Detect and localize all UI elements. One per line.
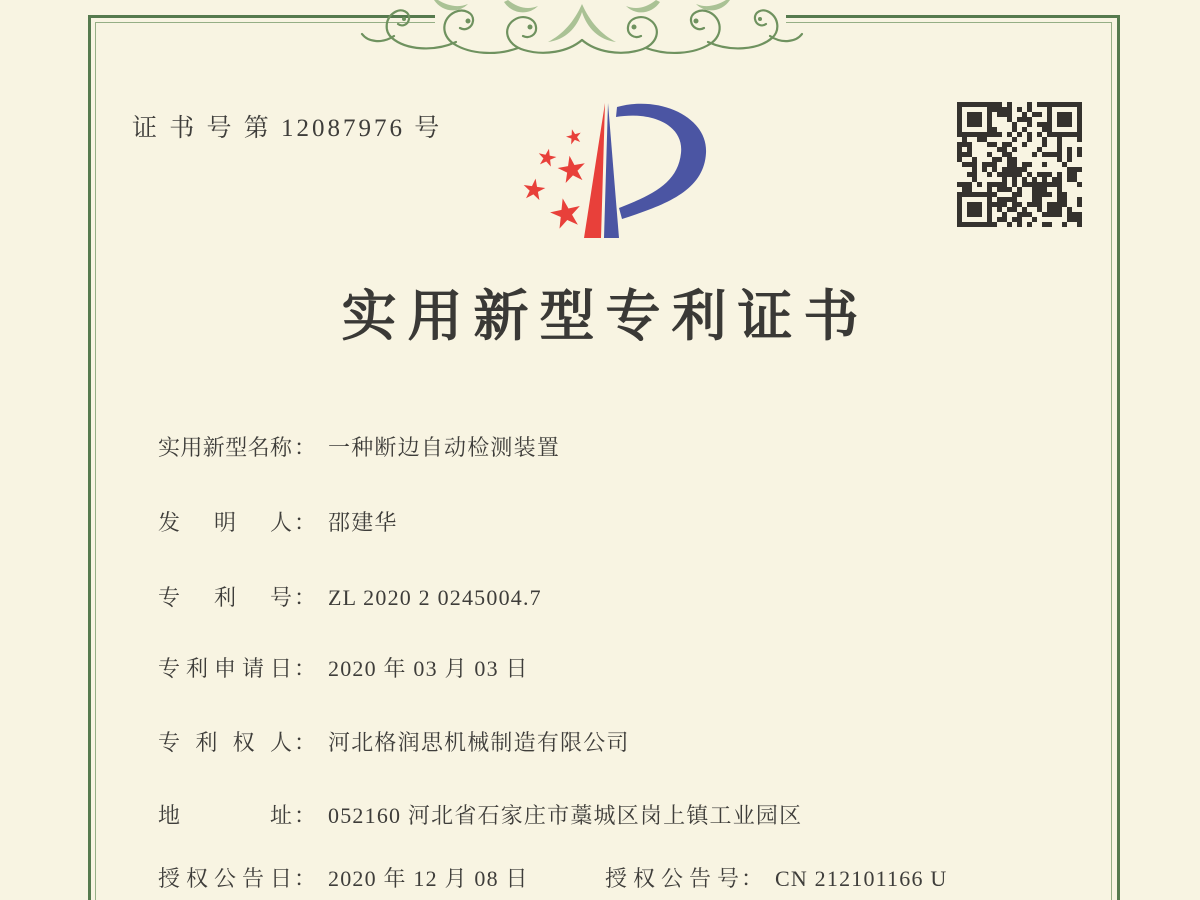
star-icon bbox=[556, 153, 588, 184]
field-value: 河北格润思机械制造有限公司 bbox=[328, 730, 630, 755]
border-inner-left bbox=[95, 22, 96, 900]
colon: ： bbox=[294, 585, 317, 610]
colon: ： bbox=[294, 656, 317, 681]
colon: ： bbox=[294, 803, 317, 828]
field-value: 052160 河北省石家庄市藁城区岗上镇工业园区 bbox=[328, 803, 803, 828]
logo-p-bowl bbox=[616, 104, 706, 219]
field-label: 专利号 bbox=[158, 585, 292, 610]
logo-wedge-red bbox=[584, 103, 605, 238]
field-value: 邵建华 bbox=[328, 510, 398, 535]
cnipa-patent-logo-icon bbox=[500, 95, 720, 245]
field-row-patent-no bbox=[158, 583, 542, 613]
border-inner-top-right bbox=[786, 22, 1112, 23]
field-row-address bbox=[158, 801, 802, 831]
colon: ： bbox=[294, 730, 317, 755]
colon: ： bbox=[741, 866, 764, 891]
logo-wedge-blue bbox=[604, 103, 619, 238]
field-label: 地址 bbox=[158, 803, 292, 828]
star-icon bbox=[537, 147, 558, 168]
field-row-grant-no bbox=[605, 864, 947, 894]
field-row-name bbox=[158, 433, 560, 463]
field-value: 2020 年 12 月 08 日 bbox=[328, 866, 529, 891]
border-right bbox=[1117, 15, 1120, 900]
star-icon bbox=[522, 177, 547, 201]
border-left bbox=[88, 15, 91, 900]
field-row-grant-date bbox=[158, 864, 529, 894]
colon: ： bbox=[294, 510, 317, 535]
field-value: CN 212101166 U bbox=[775, 866, 948, 891]
colon: ： bbox=[294, 866, 317, 891]
star-icon bbox=[548, 195, 584, 230]
star-icon bbox=[565, 127, 583, 145]
floral-ornament-icon bbox=[358, 0, 806, 56]
field-value: ZL 2020 2 0245004.7 bbox=[328, 585, 542, 610]
field-label: 发明人 bbox=[158, 510, 292, 535]
field-row-filing-date bbox=[158, 654, 529, 684]
field-value: 一种断边自动检测装置 bbox=[328, 435, 561, 460]
certificate-number: 证 书 号 第 12087976 号 bbox=[132, 115, 443, 142]
field-label: 授权公告号 bbox=[605, 866, 739, 891]
field-label: 专利申请日 bbox=[158, 656, 292, 681]
logo-stars bbox=[522, 127, 588, 230]
qr-code bbox=[957, 102, 1082, 227]
colon: ： bbox=[294, 435, 317, 460]
border-inner-right bbox=[1111, 22, 1112, 900]
field-row-inventor bbox=[158, 508, 398, 538]
field-row-patentee bbox=[158, 728, 630, 758]
certificate-title: 实用新型专利证书 bbox=[341, 286, 870, 347]
field-label: 实用新型名称 bbox=[158, 435, 292, 460]
field-label: 专利权人 bbox=[158, 730, 292, 755]
field-value: 2020 年 03 月 03 日 bbox=[328, 656, 529, 681]
field-label: 授权公告日 bbox=[158, 866, 292, 891]
border-top-right-segment bbox=[786, 15, 1120, 18]
